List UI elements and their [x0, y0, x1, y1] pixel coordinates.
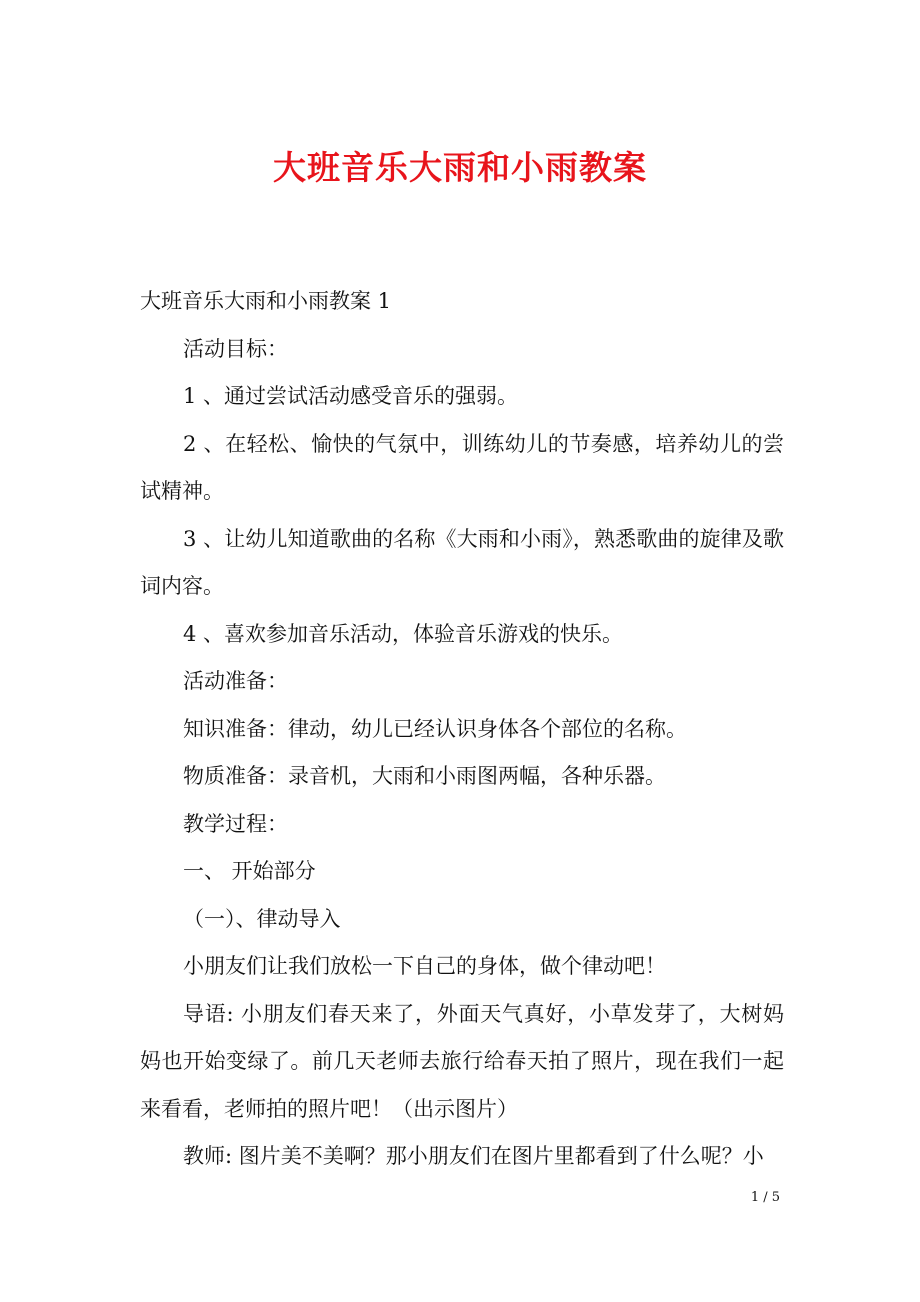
paragraph: 一、 开始部分 — [183, 859, 316, 883]
paragraph: 1 、通过尝试活动感受音乐的强弱。 — [183, 384, 519, 408]
paragraph: 4 、喜欢参加音乐活动，体验音乐游戏的快乐。 — [183, 621, 624, 646]
paragraph: 教师: 图片美不美啊？那小朋友们在图片里都看到了什么呢？小 — [183, 1144, 764, 1168]
paragraph: 导语: 小朋友们春天来了，外面天气真好，小草发芽了，大树妈妈也开始变绿了。前几天老师去旅行给春天拍了照片，现在我们一起来看看，老师拍的照片吧！（出示图片） — [140, 1001, 784, 1121]
paragraph: 活动目标： — [183, 336, 288, 361]
paragraph: 2 、在轻松、愉快的气氛中，训练幼儿的节奏感，培养幼儿的尝试精神。 — [140, 431, 784, 503]
paragraph: 3 、让幼儿知道歌曲的名称《大雨和小雨》，熟悉歌曲的旋律及歌词内容。 — [140, 526, 784, 598]
paragraph: 小朋友们让我们放松一下自己的身体，做个律动吧！ — [183, 954, 666, 978]
paragraph: （一）、律动导入 — [183, 906, 341, 931]
paragraph: 知识准备：律动，幼儿已经认识身体各个部位的名称。 — [183, 716, 687, 741]
section-heading: 大班音乐大雨和小雨教案 1 — [140, 289, 392, 313]
paragraph: 物质准备：录音机，大雨和小雨图两幅，各种乐器。 — [183, 764, 666, 788]
document-title: 大班音乐大雨和小雨教案 — [273, 148, 647, 187]
page-number: 1 / 5 — [750, 1190, 780, 1205]
paragraph: 教学过程： — [183, 811, 288, 836]
document-body — [140, 278, 784, 1181]
paragraph: 活动准备： — [183, 669, 288, 693]
